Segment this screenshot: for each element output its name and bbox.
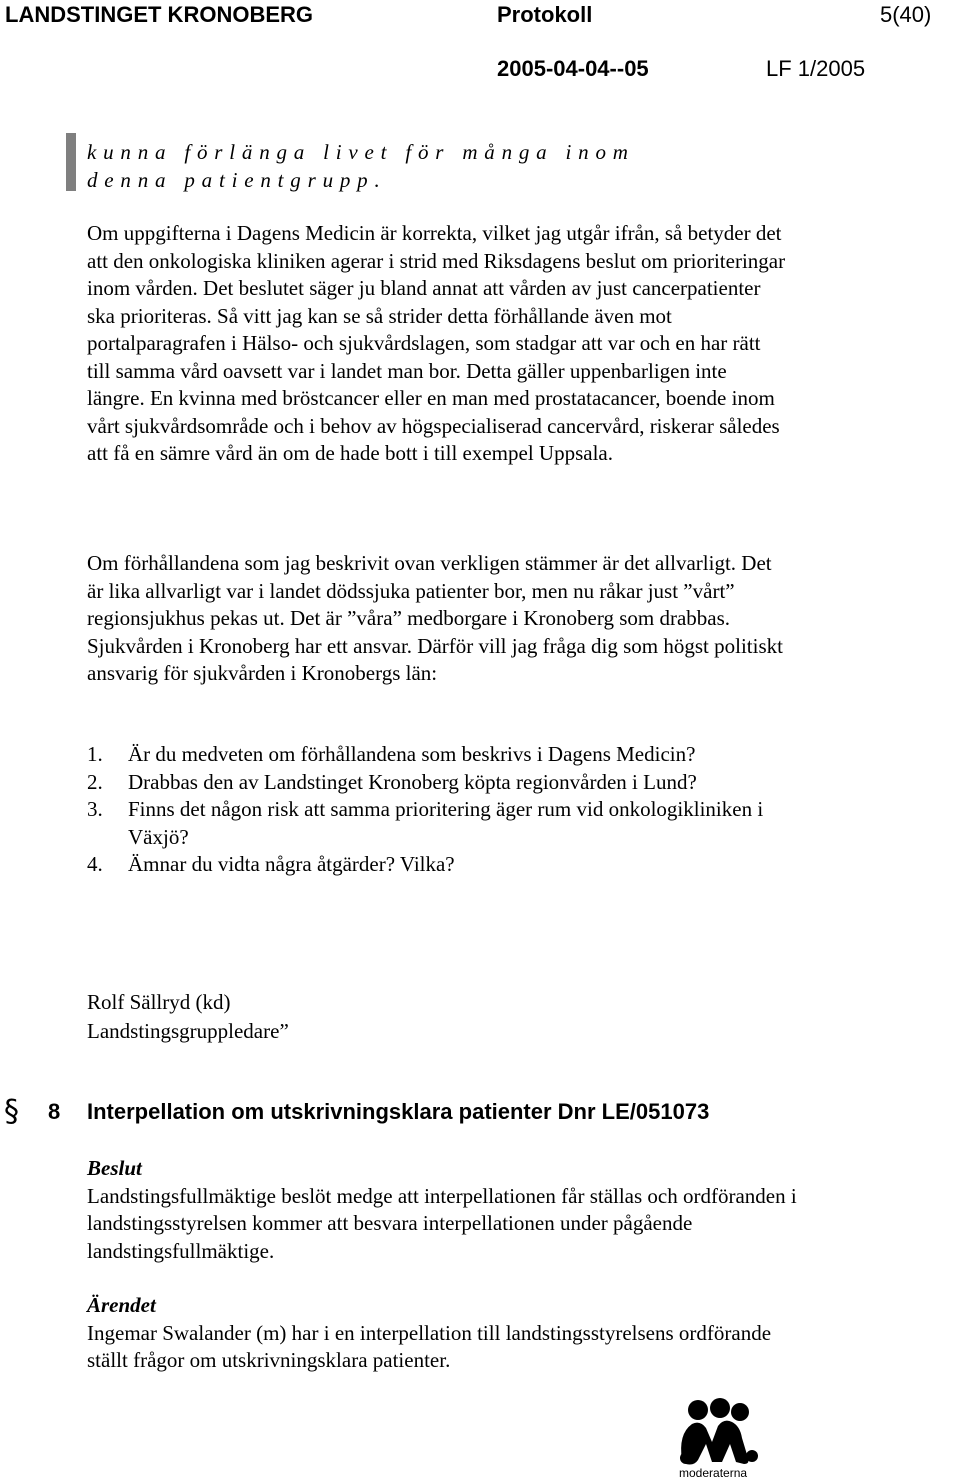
section-title: Interpellation om utskrivningsklara patienter Dnr LE/051073 <box>87 1099 710 1124</box>
meeting-date: 2005-04-04--05 <box>497 56 649 81</box>
arendet-text: Ingemar Swalander (m) har i en interpellation till landstingsstyrelsens ordförande ställt frågor om utskrivningsklara patienter. <box>87 1320 772 1372</box>
signature-title: Landstingsgruppledare” <box>87 1019 289 1043</box>
question-text: Är du medveten om förhållandena som beskrivs i Dagens Medicin? <box>128 742 696 766</box>
question-number: 2. <box>87 769 103 794</box>
question-number: 3. <box>87 797 103 821</box>
quote-bar <box>66 133 76 191</box>
question-number: 1. <box>87 742 103 766</box>
section-number: 8 <box>48 1099 61 1124</box>
beslut-label: Beslut <box>87 1156 142 1180</box>
list-item <box>87 851 787 879</box>
page-number: 5(40) <box>880 2 932 27</box>
paragraph-2-text: Om förhållandena som jag beskrivit ovan verkligen stämmer är det allvarligt. Det är lika allvarligt var i landet dödssjuka patienter bor, men nu råkar just ”vårt” regionsjukhus pekas ut. Det är ”våra” medborgare i Kronoberg som drabbas. Sjukvården i Kronoberg har ett ansvar. Därför vill jag fråga dig som högst politiskt ansvarig för sjukvården i Kronobergs län: <box>87 551 783 685</box>
paragraph-1 <box>87 220 787 468</box>
section-heading <box>0 1095 960 1131</box>
arendet-label: Ärendet <box>87 1293 156 1317</box>
paragraph-1-text: Om uppgifterna i Dagens Medicin är korrekta, vilket jag utgår ifrån, så betyder det att den onkologiska kliniken agerar i strid med Riksdagens beslut om prioriteringar inom vården. Det beslutet säger ju bland annat att vården av just cancerpatienter ska prioriteras. Så vitt jag kan se så strider detta förhållande även mot portalparagrafen i Hälso- och sjukvårdslagen, som stadgar att var och en har rätt till samma vård oavsett var i landet man bor. Detta gäller uppenbarligen inte längre. En kvinna med bröstcancer eller en man med prostatacancer, boende inom vårt sjukvårdsområde och i behov av högspecialiserad cancervård, riskerar således att få en sämre vård än om de hade bott i till exempel Uppsala. <box>87 221 786 465</box>
beslut-text: Landstingsfullmäktige beslöt medge att interpellationen får ställas och ordföranden i landstingsstyrelsen kommer att besvara interpellationen under pågående landstingsfullmäktige. <box>87 1183 797 1263</box>
paragraph-2 <box>87 550 787 688</box>
arendet-block <box>87 1292 807 1375</box>
document-ref: LF 1/2005 <box>766 56 866 81</box>
signature-name: Rolf Sällryd (kd) <box>87 990 231 1014</box>
beslut-block <box>87 1155 807 1265</box>
question-text: Ämnar du vidta några åtgärder? Vilka? <box>128 852 455 876</box>
signature <box>87 988 289 1046</box>
document-type: Protokoll <box>497 2 593 27</box>
list-item <box>87 796 787 851</box>
question-list <box>87 741 787 879</box>
list-item <box>87 741 787 769</box>
logo-text: moderaterna <box>679 1466 748 1480</box>
list-item <box>87 769 787 797</box>
question-number: 4. <box>87 852 103 876</box>
paragraph-symbol: § <box>4 1094 19 1129</box>
quote-text: kunna förlänga livet för många inom denna patientgrupp. <box>87 140 635 192</box>
question-text: Drabbas den av Landstinget Kronoberg köpta regionvården i Lund? <box>128 769 697 794</box>
org-name: LANDSTINGET KRONOBERG <box>5 2 313 27</box>
question-text: Finns det någon risk att samma prioritering äger rum vid onkologikliniken i Växjö? <box>128 797 764 849</box>
